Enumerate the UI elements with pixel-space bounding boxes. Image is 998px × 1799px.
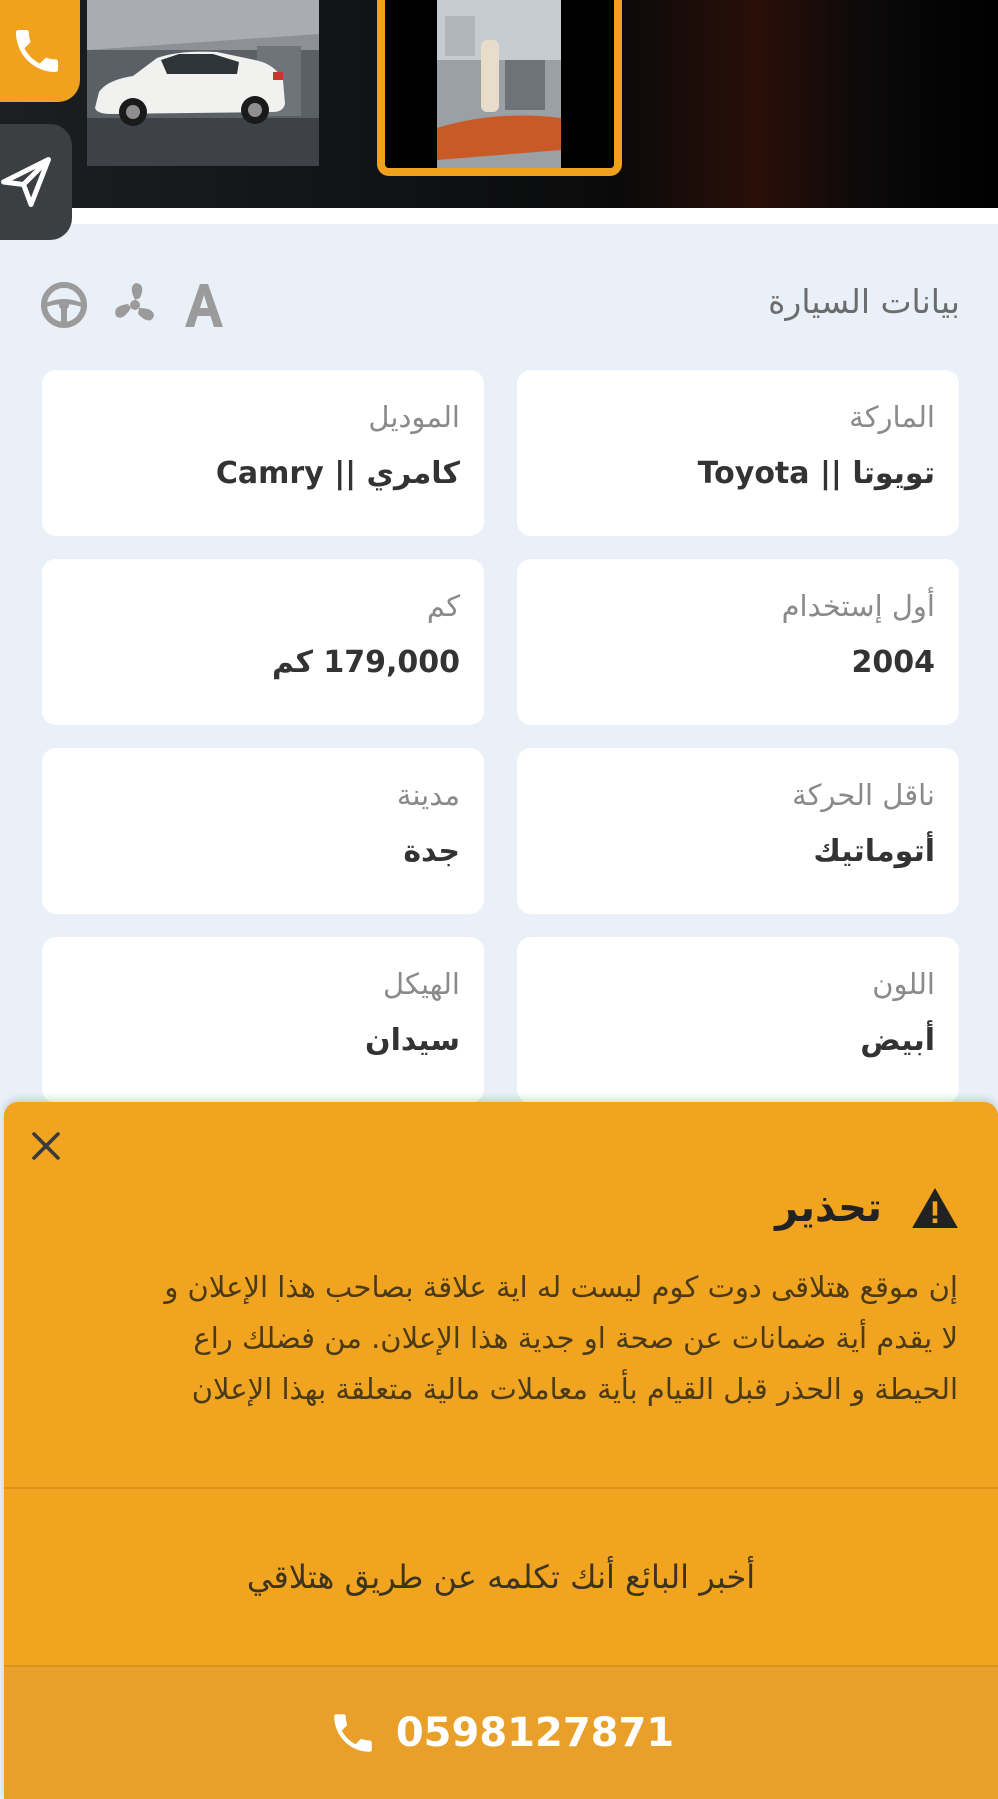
spec-label-model: الموديل xyxy=(368,400,460,434)
image-gallery xyxy=(0,0,998,208)
spec-card-body xyxy=(42,937,484,1103)
warning-bottom-sheet xyxy=(4,1102,998,1799)
spec-card-city xyxy=(42,748,484,914)
spec-value-body: سيدان xyxy=(365,1023,460,1058)
spec-label-first-use: أول إستخدام xyxy=(781,589,935,623)
spec-card-model xyxy=(42,370,484,536)
automatic-gear-icon xyxy=(182,281,226,329)
gallery-divider xyxy=(0,208,998,224)
steering-wheel-icon xyxy=(40,281,88,329)
share-icon xyxy=(0,152,56,212)
spec-value-transmission: أتوماتيك xyxy=(813,834,935,869)
spec-value-km: 179,000 كم xyxy=(271,645,460,680)
spec-label-km: كم xyxy=(426,589,460,623)
gallery-thumbnail-2-selected[interactable] xyxy=(377,0,622,176)
warning-icon xyxy=(912,1188,958,1228)
car-photo-interior xyxy=(385,0,614,168)
spec-label-transmission: ناقل الحركة xyxy=(792,778,935,812)
spec-label-city: مدينة xyxy=(396,778,460,812)
close-icon xyxy=(28,1128,64,1164)
spec-card-color xyxy=(517,937,959,1103)
warning-title: تحذير xyxy=(775,1185,882,1231)
floating-share-button[interactable] xyxy=(0,124,72,240)
warning-title-row xyxy=(775,1185,958,1231)
spec-card-transmission xyxy=(517,748,959,914)
warning-line-2: لا يقدم أية ضمانات عن صحة او جدية هذا الإعلان. من فضلك راع xyxy=(193,1321,958,1355)
phone-icon xyxy=(9,23,65,79)
phone-icon xyxy=(328,1708,378,1758)
warning-line-3: الحيطة و الحذر قبل القيام بأية معاملات مالية متعلقة بهذا الإعلان xyxy=(191,1372,958,1406)
close-warning-button[interactable] xyxy=(22,1122,70,1170)
warning-message xyxy=(78,1262,958,1415)
spec-card-brand xyxy=(517,370,959,536)
spec-label-color: اللون xyxy=(872,967,935,1001)
car-details-section-title: بيانات السيارة xyxy=(768,282,960,321)
spec-label-brand: الماركة xyxy=(849,400,935,434)
spec-label-body: الهيكل xyxy=(383,967,460,1001)
spec-value-model: كامري || Camry xyxy=(215,456,460,491)
fan-icon xyxy=(110,280,160,330)
spec-value-color: أبيض xyxy=(860,1023,935,1058)
spec-value-first-use: 2004 xyxy=(851,645,935,680)
car-photo-exterior xyxy=(87,0,319,166)
tell-seller-note: أخبر البائع أنك تكلمه عن طريق هتلاقي xyxy=(246,1558,756,1596)
call-seller-button[interactable] xyxy=(4,1667,998,1799)
floating-call-button[interactable] xyxy=(0,0,80,102)
spec-card-first-use xyxy=(517,559,959,725)
spec-value-city: جدة xyxy=(403,834,460,869)
warning-line-1: إن موقع هتلاقى دوت كوم ليست له اية علاقة بصاحب هذا الإعلان و xyxy=(164,1270,958,1304)
gallery-thumbnail-1[interactable] xyxy=(87,0,319,166)
spec-card-km xyxy=(42,559,484,725)
feature-icons xyxy=(40,280,226,330)
spec-value-brand: تويوتا || Toyota xyxy=(697,456,935,491)
seller-phone-number: 0598127871 xyxy=(395,1710,675,1756)
